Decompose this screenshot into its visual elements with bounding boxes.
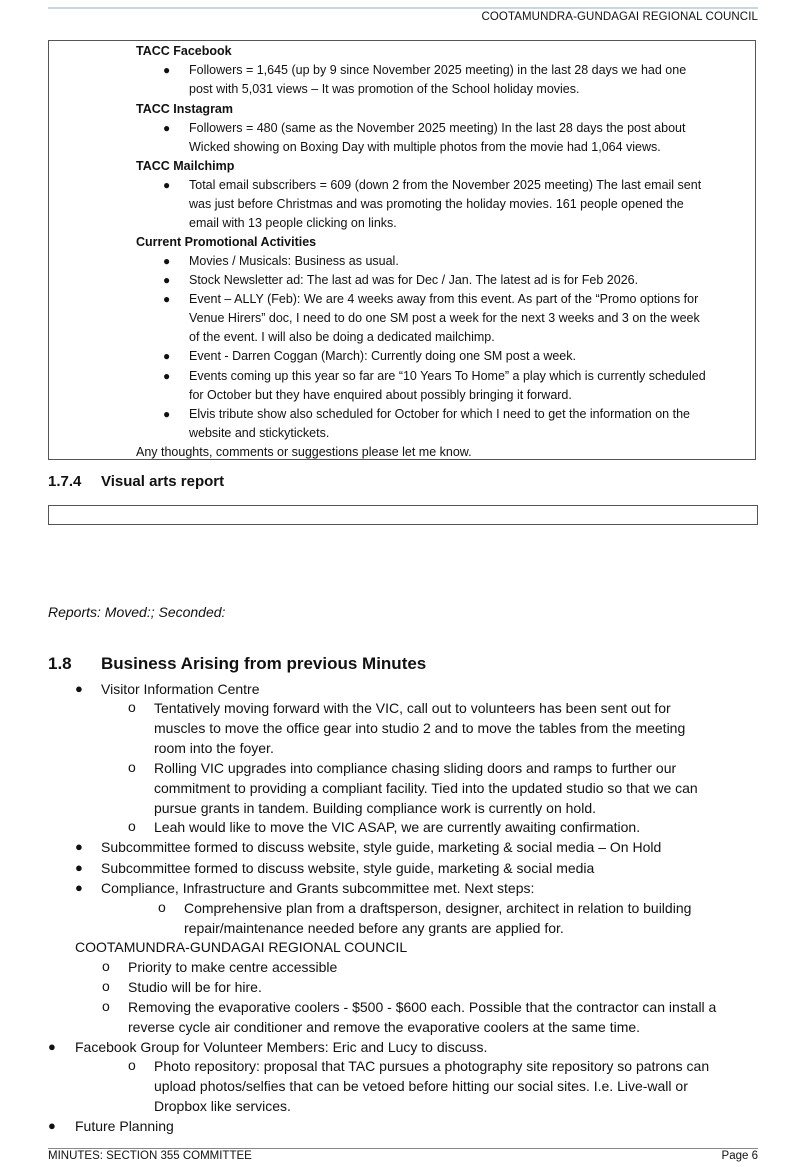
sub-item: Priority to make centre accessible xyxy=(128,959,338,975)
bullet-icon: ● xyxy=(163,349,171,363)
page-number: Page 6 xyxy=(721,1150,758,1162)
closing-line: Any thoughts, comments or suggestions please let me know. xyxy=(136,445,472,459)
promo-item: Event – ALLY (Feb): We are 4 weeks away from this event. As part of the “Promo options for xyxy=(189,292,699,306)
circle-bullet-icon: o xyxy=(128,1057,136,1073)
list-item: Visitor Information Centre xyxy=(101,681,260,697)
list-item: Subcommittee formed to discuss website, style guide, marketing & social media – On Hold xyxy=(101,839,662,855)
circle-bullet-icon: o xyxy=(128,818,136,834)
facebook-line: Followers = 1,645 (up by 9 since November 2025 meeting) in the last 28 days we had one xyxy=(189,63,687,77)
bullet-icon: ● xyxy=(75,681,83,696)
sub-item: Comprehensive plan from a draftsperson, designer, architect in relation to building xyxy=(184,900,692,916)
promo-item: Event - Darren Coggan (March): Currently doing one SM post a week. xyxy=(189,349,576,363)
promo-item: Events coming up this year so far are “10 Years To Home” a play which is currently scheduled xyxy=(189,369,706,383)
promo-item: website and stickytickets. xyxy=(189,426,330,440)
promo-item: Venue Hirers” doc, I need to do one SM post a week for the next 3 weeks and 3 on the week xyxy=(189,311,700,325)
promo-item: Stock Newsletter ad: The last ad was for Dec / Jan. The latest ad is for Feb 2026. xyxy=(189,273,639,287)
bullet-icon: ● xyxy=(75,860,83,875)
sub-item: pursue grants in tandem. Building compliance work is currently on hold. xyxy=(154,800,597,816)
mailchimp-line: was just before Christmas and was promoting the holiday movies. 161 people opened the xyxy=(189,197,684,211)
bullet-icon: ● xyxy=(163,273,171,287)
list-item: Subcommittee formed to discuss website, style guide, marketing & social media xyxy=(101,860,595,876)
bullet-icon: ● xyxy=(163,369,171,383)
promo-item: of the event. I will also be doing a dedicated mailchimp. xyxy=(189,330,495,344)
section-number: 1.8 xyxy=(48,654,72,673)
sub-item: muscles to move the office gear into studio 2 and to move the tables from the meeting xyxy=(154,720,686,736)
bullet-icon: ● xyxy=(75,880,83,895)
sub-item: Photo repository: proposal that TAC pursues a photography site repository so patrons can xyxy=(154,1058,710,1074)
bullet-icon: ● xyxy=(48,1039,56,1054)
circle-bullet-icon: o xyxy=(102,958,110,974)
sub-item: Tentatively moving forward with the VIC, call out to volunteers has been sent out for xyxy=(154,700,671,716)
bullet-icon: ● xyxy=(48,1118,56,1133)
instagram-line: Followers = 480 (same as the November 2025 meeting) In the last 28 days the post about xyxy=(189,121,686,135)
reports-moved-line: Reports: Moved:; Seconded: xyxy=(48,604,226,620)
section-number: 1.7.4 xyxy=(48,473,82,490)
mailchimp-line: Total email subscribers = 609 (down 2 from the November 2025 meeting) The last email sent xyxy=(189,178,702,192)
bullet-icon: ● xyxy=(163,63,171,77)
circle-bullet-icon: o xyxy=(158,899,166,915)
promo-item: Elvis tribute show also scheduled for October for which I need to get the information on the xyxy=(189,407,690,421)
sub-item: Removing the evaporative coolers - $500 - $600 each. Possible that the contractor can install a xyxy=(128,999,717,1015)
sub-item: reverse cycle air conditioner and remove the evaporative coolers at the same time. xyxy=(128,1019,641,1035)
promo-heading: Current Promotional Activities xyxy=(136,235,317,249)
bullet-icon: ● xyxy=(163,178,171,192)
sub-item: Studio will be for hire. xyxy=(128,979,262,995)
sub-item: room into the foyer. xyxy=(154,740,274,756)
section-title: Visual arts report xyxy=(101,473,225,490)
sub-item: commitment to providing a compliant facility. Tied into the updated studio so that we can xyxy=(154,780,698,796)
sub-item: upload photos/selfies that can be vetoed before hitting our social sites. I.e. Live-wall or xyxy=(154,1078,688,1094)
mailchimp-line: email with 13 people clicking on links. xyxy=(189,216,397,230)
circle-bullet-icon: o xyxy=(128,699,136,715)
footer-left: MINUTES: SECTION 355 COMMITTEE xyxy=(48,1150,252,1162)
footer-rule xyxy=(48,1148,758,1149)
promo-item: Movies / Musicals: Business as usual. xyxy=(189,254,399,268)
section-title: Business Arising from previous Minutes xyxy=(101,654,427,673)
promo-item: for October but they have enquired about possibly bringing it forward. xyxy=(189,388,572,402)
sub-item: Dropbox like services. xyxy=(154,1098,291,1114)
circle-bullet-icon: o xyxy=(102,978,110,994)
header-rule xyxy=(48,7,758,9)
circle-bullet-icon: o xyxy=(102,998,110,1014)
header-council-name: COOTAMUNDRA-GUNDAGAI REGIONAL COUNCIL xyxy=(481,11,758,23)
bullet-icon: ● xyxy=(163,407,171,421)
sub-item: Rolling VIC upgrades into compliance chasing sliding doors and ramps to further our xyxy=(154,760,677,776)
list-item: Facebook Group for Volunteer Members: Eric and Lucy to discuss. xyxy=(75,1039,488,1055)
bullet-icon: ● xyxy=(163,121,171,135)
facebook-heading: TACC Facebook xyxy=(136,44,232,58)
circle-bullet-icon: o xyxy=(128,759,136,775)
instagram-heading: TACC Instagram xyxy=(136,102,234,116)
list-item: Compliance, Infrastructure and Grants subcommittee met. Next steps: xyxy=(101,880,535,896)
facebook-line: post with 5,031 views – It was promotion of the School holiday movies. xyxy=(189,82,580,96)
sub-item: repair/maintenance needed before any grants are applied for. xyxy=(184,920,564,936)
list-item: Future Planning xyxy=(75,1118,174,1134)
visual-arts-box xyxy=(48,505,758,525)
bullet-icon: ● xyxy=(163,254,171,268)
instagram-line: Wicked showing on Boxing Day with multiple photos from the movie had 1,064 views. xyxy=(189,140,661,154)
sub-item: Leah would like to move the VIC ASAP, we are currently awaiting confirmation. xyxy=(154,819,641,835)
bullet-icon: ● xyxy=(75,839,83,854)
council-name-line: COOTAMUNDRA-GUNDAGAI REGIONAL COUNCIL xyxy=(75,939,408,955)
mailchimp-heading: TACC Mailchimp xyxy=(136,159,235,173)
bullet-icon: ● xyxy=(163,292,171,306)
